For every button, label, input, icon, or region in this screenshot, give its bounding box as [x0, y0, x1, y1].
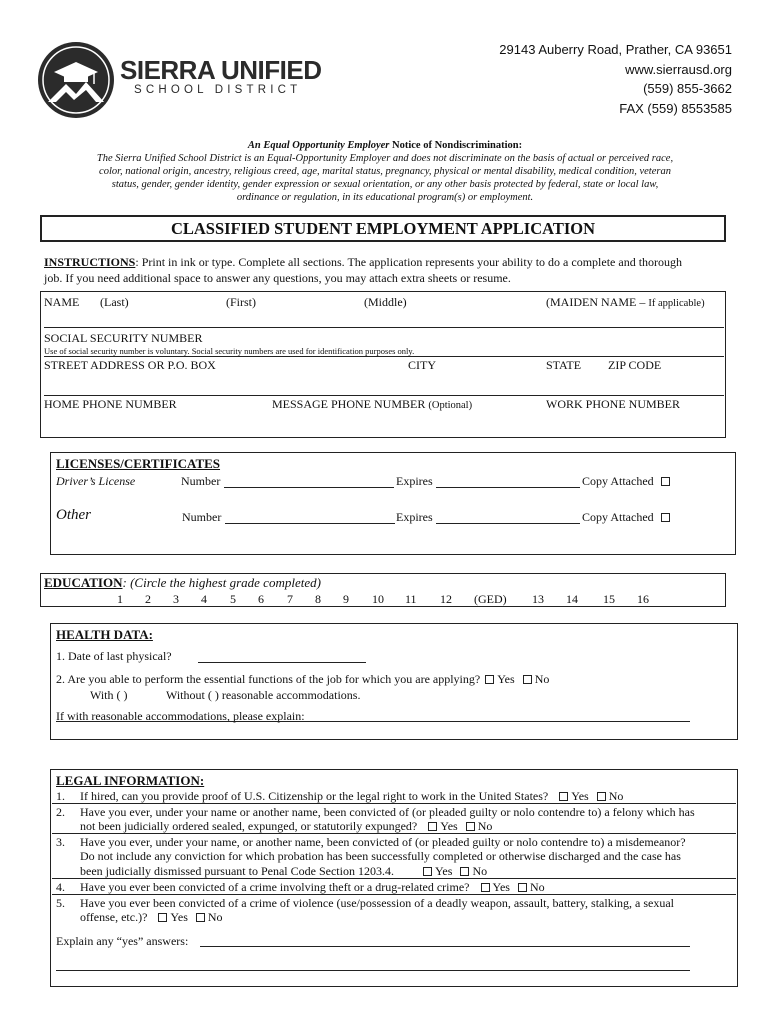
state-label: STATE — [546, 358, 582, 372]
phone: (559) 855-3662 — [643, 81, 732, 96]
copy-attached-checkbox[interactable] — [661, 513, 670, 522]
notice-line: status, gender, gender identity, gender expression or sexual orientation, or any other basis protected by federal, state or local law, — [111, 179, 659, 190]
legal-no-label: No — [207, 910, 223, 924]
grade-option[interactable]: 7 — [287, 592, 293, 606]
legal-q4-number: 4. — [56, 880, 65, 894]
fax: FAX (559) 8553585 — [619, 100, 732, 116]
physical-date-input[interactable] — [198, 651, 366, 663]
ssn-label: SOCIAL SECURITY NUMBER — [44, 331, 203, 345]
legal-no-label: No — [608, 789, 624, 803]
legal-q3-line3 — [80, 864, 487, 878]
grade-option[interactable]: 11 — [405, 592, 417, 606]
legal-q5-yes-checkbox[interactable] — [158, 913, 167, 922]
grade-option[interactable]: 10 — [372, 592, 384, 606]
legal-divider — [52, 878, 736, 879]
legal-q3-line2: Do not include any conviction for which probation has been successfully completed or otherwise discharged and the case has — [80, 849, 681, 863]
instructions-text-2: job. If you need additional space to answer any questions, you may attach extra sheets or resume. — [44, 271, 511, 285]
copy-attached-label: Copy Attached — [582, 474, 654, 488]
legal-q4 — [80, 880, 545, 894]
legal-q3-no-checkbox[interactable] — [460, 867, 469, 876]
health-yes-label: Yes — [497, 672, 515, 686]
work-phone-label: WORK PHONE NUMBER — [546, 397, 681, 411]
grade-option[interactable]: 15 — [603, 592, 615, 606]
copy-attached-checkbox[interactable] — [661, 477, 670, 486]
legal-no-label: No — [472, 864, 488, 878]
grade-list — [0, 592, 770, 606]
other-expires-input[interactable] — [436, 512, 580, 524]
notice-title-italic: An Equal Opportunity Employer — [247, 140, 390, 151]
name-label: NAME — [44, 295, 80, 309]
notice-line: The Sierra Unified School District is an Equal-Opportunity Employer and does not discriminate on the basis of actual or perceived race, — [96, 153, 674, 164]
without-accommodations-option[interactable]: Without ( ) reasonable accommodations. — [166, 688, 361, 702]
education-hint: : (Circle the highest grade completed) — [122, 575, 321, 590]
legal-q2-yes-checkbox[interactable] — [428, 822, 437, 831]
grade-option[interactable]: 16 — [637, 592, 649, 606]
legal-q4-no-checkbox[interactable] — [518, 883, 527, 892]
website-link[interactable]: www.sierrausd.org — [625, 61, 732, 77]
nondiscrimination-notice — [20, 139, 750, 204]
message-phone-label — [272, 397, 472, 413]
form-title: CLASSIFIED STUDENT EMPLOYMENT APPLICATION — [170, 219, 596, 238]
zip-label: ZIP CODE — [608, 358, 662, 372]
legal-divider — [52, 803, 736, 804]
legal-q5-text: offense, etc.)? — [80, 910, 148, 924]
graduation-cap-mountain-icon — [36, 40, 116, 120]
instructions — [44, 255, 682, 269]
legal-title: LEGAL INFORMATION: — [56, 773, 205, 788]
legal-divider — [52, 833, 736, 834]
copy-attached-label: Copy Attached — [582, 510, 654, 524]
grade-option[interactable]: 8 — [315, 592, 321, 606]
first-name-label: (First) — [226, 295, 256, 309]
legal-q1 — [80, 789, 623, 803]
health-explain-label: If with reasonable accommodations, please explain: — [56, 709, 305, 723]
license-expires-label: Expires — [396, 474, 433, 488]
health-q2 — [56, 672, 549, 686]
ssn-input-line[interactable] — [44, 356, 724, 357]
licenses-title: LICENSES/CERTIFICATES — [56, 456, 221, 471]
legal-yes-label: Yes — [440, 819, 458, 833]
grade-option[interactable]: (GED) — [474, 592, 507, 606]
legal-q5-line2 — [80, 910, 223, 924]
legal-q2-text: not been judicially ordered sealed, expunged, or statutorily expunged? — [80, 819, 418, 833]
legal-no-label: No — [529, 880, 545, 894]
health-yes-checkbox[interactable] — [485, 675, 494, 684]
health-no-checkbox[interactable] — [523, 675, 532, 684]
health-no-label: No — [534, 672, 550, 686]
license-copy-attached — [582, 474, 673, 488]
name-input-line[interactable] — [44, 327, 724, 328]
legal-q2-no-checkbox[interactable] — [466, 822, 475, 831]
drivers-license-label: Driver’s License — [56, 474, 136, 488]
legal-q2-number: 2. — [56, 805, 65, 819]
maiden-label-note: If applicable) — [648, 298, 705, 309]
legal-q3-line1: Have you ever, under your name, or another name, been convicted of (or pleaded guilty or nolo contendre to) a misdemeanor? — [80, 835, 686, 849]
notice-title: Notice of Nondiscrimination: — [389, 140, 523, 151]
health-title: HEALTH DATA: — [56, 627, 153, 642]
grade-option[interactable]: 12 — [440, 592, 452, 606]
address: 29143 Auberry Road, Prather, CA 93651 — [499, 42, 732, 57]
logo-subtitle: SCHOOL DISTRICT — [134, 84, 302, 96]
notice-line: ordinance or regulation, in its educational program(s) or employment. — [236, 192, 534, 203]
grade-option[interactable]: 2 — [145, 592, 151, 606]
legal-q4-text: Have you ever been convicted of a crime involving theft or a drug-related crime? — [80, 880, 470, 894]
notice-line: color, national origin, ancestry, religious creed, age, marital status, pregnancy, physical or mental disability, medical condition, veteran — [99, 166, 671, 177]
grade-option[interactable]: 9 — [343, 592, 349, 606]
license-expires-input[interactable] — [436, 476, 580, 488]
license-number-input[interactable] — [224, 476, 394, 488]
last-name-label: (Last) — [100, 295, 129, 309]
legal-q1-no-checkbox[interactable] — [597, 792, 606, 801]
other-number-input[interactable] — [225, 512, 395, 524]
instructions-text: : Print in ink or type. Complete all sections. The application represents your ability to do a complete and thorough — [135, 255, 683, 269]
health-q2-text: 2. Are you able to perform the essential functions of the job for which you are applying? — [56, 672, 481, 686]
legal-q1-number: 1. — [56, 789, 65, 803]
legal-q5-no-checkbox[interactable] — [196, 913, 205, 922]
grade-option[interactable]: 3 — [173, 592, 179, 606]
health-explain-input[interactable] — [56, 721, 690, 722]
legal-yes-label: Yes — [492, 880, 510, 894]
legal-divider — [52, 894, 736, 895]
message-phone-optional: (Optional) — [428, 400, 473, 411]
grade-option[interactable]: 14 — [566, 592, 578, 606]
address-input-line[interactable] — [44, 395, 724, 396]
license-number-label: Number — [181, 474, 221, 488]
street-label: STREET ADDRESS OR P.O. BOX — [44, 358, 216, 372]
with-accommodations-option[interactable]: With ( ) — [90, 688, 128, 702]
maiden-label-main: (MAIDEN NAME – — [546, 295, 649, 309]
middle-name-label: (Middle) — [364, 295, 407, 309]
legal-q5-line1: Have you ever been convicted of a crime of violence (use/possession of a deadly weapon, assault, battery, stalking, a sexual — [80, 896, 675, 910]
logo-name: SIERRA UNIFIED — [120, 55, 322, 85]
legal-yes-label: Yes — [571, 789, 589, 803]
other-copy-attached — [582, 510, 673, 524]
instructions-label: INSTRUCTIONS — [44, 255, 136, 269]
legal-yes-label: Yes — [434, 864, 453, 878]
legal-q3-text: been judicially dismissed pursuant to Penal Code Section 1203.4. — [80, 864, 394, 878]
legal-q2-line1: Have you ever, under your name or another name, been convicted of (or pleaded guilty or nolo contendre to) a felony which has — [80, 805, 695, 819]
legal-q3-yes-checkbox[interactable] — [423, 867, 432, 876]
legal-no-label: No — [477, 819, 493, 833]
other-expires-label: Expires — [396, 510, 433, 524]
grade-option[interactable]: 6 — [258, 592, 264, 606]
other-number-label: Number — [182, 510, 222, 524]
grade-option[interactable]: 1 — [117, 592, 123, 606]
explain-yes-label: Explain any “yes” answers: — [56, 934, 189, 948]
contact-block — [499, 40, 732, 118]
education-heading — [44, 575, 321, 590]
city-label: CITY — [408, 358, 436, 372]
legal-q1-text: If hired, can you provide proof of U.S. Citizenship or the legal right to work in the United States? — [80, 789, 549, 803]
legal-q1-yes-checkbox[interactable] — [559, 792, 568, 801]
legal-q4-yes-checkbox[interactable] — [481, 883, 490, 892]
other-license-label: Other — [56, 507, 91, 523]
message-phone-main: MESSAGE PHONE NUMBER — [272, 397, 429, 411]
education-label: EDUCATION — [44, 575, 123, 590]
maiden-name-label — [546, 295, 705, 311]
grade-option[interactable]: 4 — [201, 592, 207, 606]
ssn-note: Use of social security number is voluntary. Social security numbers are used for identification purposes only. — [44, 346, 415, 356]
home-phone-label: HOME PHONE NUMBER — [44, 397, 177, 411]
legal-q2-line2 — [80, 819, 492, 833]
legal-q3-number: 3. — [56, 835, 65, 849]
grade-option[interactable]: 13 — [532, 592, 544, 606]
district-logo — [36, 40, 116, 120]
legal-q5-number: 5. — [56, 896, 65, 910]
legal-yes-label: Yes — [170, 910, 188, 924]
health-q1: 1. Date of last physical? — [56, 649, 172, 663]
explain-yes-input-2[interactable] — [56, 970, 690, 971]
grade-option[interactable]: 5 — [230, 592, 236, 606]
explain-yes-input[interactable] — [200, 946, 690, 947]
